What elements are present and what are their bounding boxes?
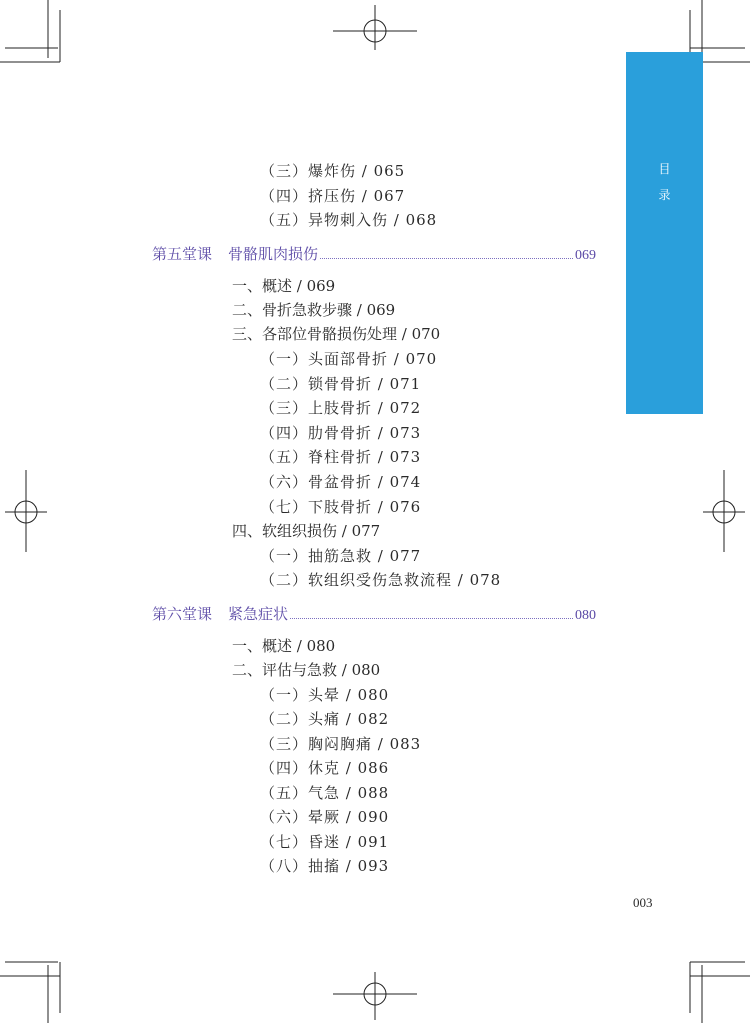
toc-subitem: （六）晕厥 / 090 [260, 808, 390, 826]
toc-subitem: （三）爆炸伤 / 065 [260, 162, 406, 180]
toc-subitem: （二）软组织受伤急救流程 / 078 [260, 571, 502, 589]
toc-subitem: （八）抽搐 / 093 [260, 857, 390, 875]
toc-subitem: （一）头面部骨折 / 070 [260, 350, 438, 368]
toc-subitem: （五）气急 / 088 [260, 784, 390, 802]
toc-subitem: （五）异物刺入伤 / 068 [260, 211, 438, 229]
lesson-number: 第六堂课 [152, 605, 213, 623]
toc-item: 一、概述 / 080 [232, 637, 336, 655]
side-tab-char: 目 [658, 162, 671, 176]
toc-subitem: （三）胸闷胸痛 / 083 [260, 735, 422, 753]
toc-subitem: （五）脊柱骨折 / 073 [260, 448, 422, 466]
toc-subitem: （一）头晕 / 080 [260, 686, 390, 704]
toc-item: 四、软组织损伤 / 077 [232, 522, 381, 540]
toc-subitem: （四）挤压伤 / 067 [260, 187, 406, 205]
toc-subitem: （一）抽筋急救 / 077 [260, 547, 422, 565]
toc-item: 二、骨折急救步骤 / 069 [232, 301, 396, 319]
lesson-page: 069 [575, 248, 596, 263]
toc-subitem: （七）下肢骨折 / 076 [260, 498, 422, 516]
toc-subitem: （三）上肢骨折 / 072 [260, 399, 422, 417]
lesson-page: 080 [575, 608, 596, 623]
lesson-title: 骨骼肌肉损伤 [228, 245, 319, 263]
toc-item: 二、评估与急救 / 080 [232, 661, 381, 679]
toc-item: 三、各部位骨骼损伤处理 / 070 [232, 325, 441, 343]
toc-subitem: （四）肋骨骨折 / 073 [260, 424, 422, 442]
toc-subitem: （二）头痛 / 082 [260, 710, 390, 728]
page-number: 003 [633, 895, 653, 910]
toc-subitem: （七）昏迷 / 091 [260, 833, 390, 851]
lesson-number: 第五堂课 [152, 245, 213, 263]
lesson-heading-5 [152, 243, 596, 263]
lesson-heading-6 [152, 603, 596, 623]
lesson-title: 紧急症状 [228, 605, 289, 623]
toc-subitem: （二）锁骨骨折 / 071 [260, 375, 422, 393]
dot-leader [320, 257, 573, 259]
dot-leader [290, 617, 573, 619]
toc-subitem: （四）休克 / 086 [260, 759, 390, 777]
contents-side-tab [626, 52, 703, 414]
toc-subitem: （六）骨盆骨折 / 074 [260, 473, 422, 491]
toc-item: 一、概述 / 069 [232, 277, 336, 295]
side-tab-char: 录 [658, 188, 671, 202]
